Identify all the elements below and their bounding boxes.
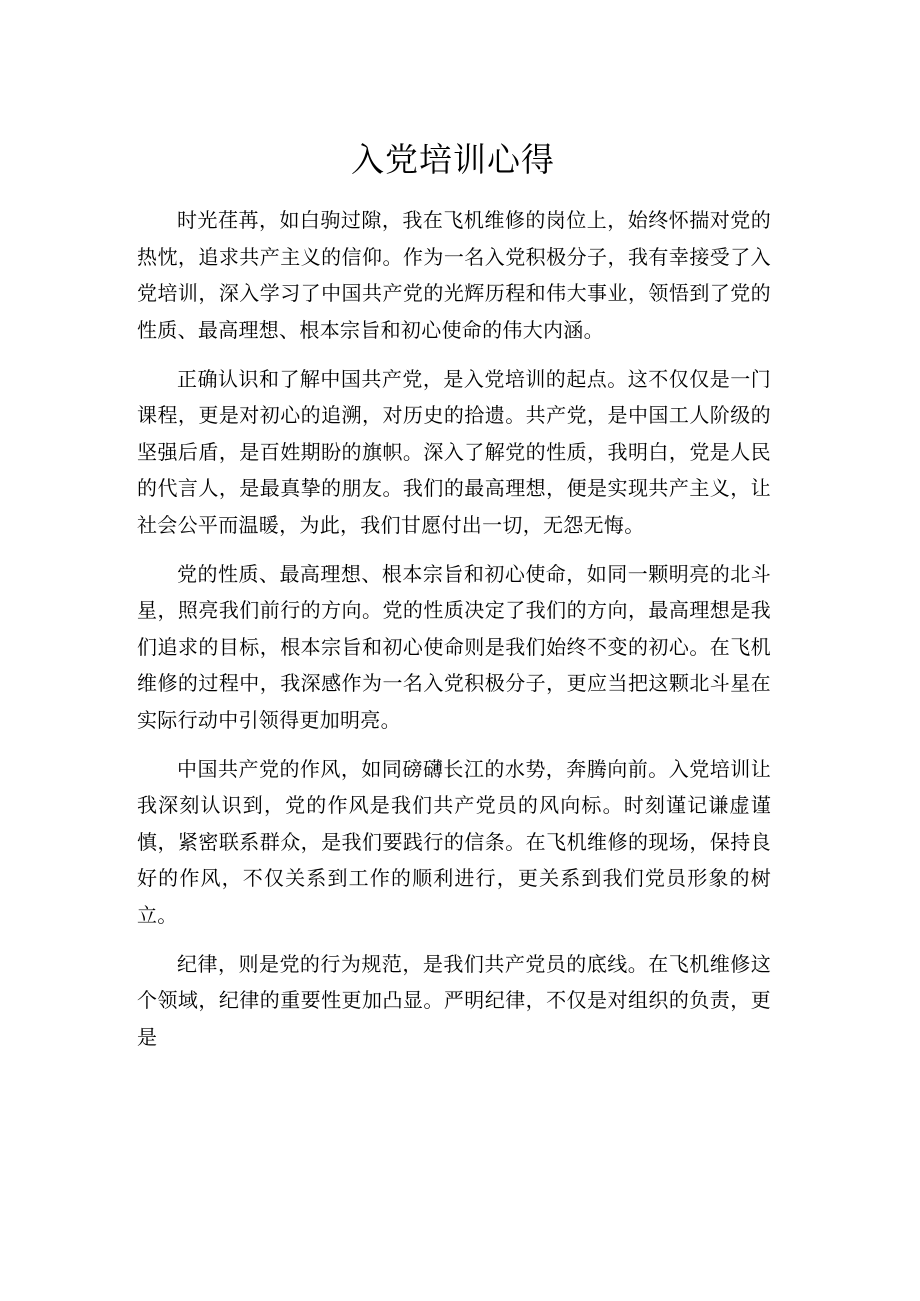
paragraph-2: 正确认识和了解中国共产党，是入党培训的起点。这不仅仅是一门课程，更是对初心的追溯，对历史的拾遗。共产党，是中国工人阶级的坚强后盾，是百姓期盼的旗帜。深入了解党的性质，我明白，党是人民的代言人，是最真挚的朋友。我们的最高理想，便是实现共产主义，让社会公平而温暖，为此，我们甘愿付出一切，无怨无悔。	[137, 366, 771, 537]
paragraph-4: 中国共产党的作风，如同磅礴长江的水势，奔腾向前。入党培训让我深刻认识到，党的作风是我们共产党员的风向标。时刻谨记谦虚谨慎，紧密联系群众，是我们要践行的信条。在飞机维修的现场，保持良好的作风，不仅关系到工作的顺利进行，更关系到我们党员形象的树立。	[137, 756, 771, 927]
paragraph-5: 纪律，则是党的行为规范，是我们共产党员的底线。在飞机维修这个领域，纪律的重要性更加凸显。严明纪律，不仅是对组织的负责，更是	[137, 951, 771, 1049]
paragraph-1: 时光荏苒，如白驹过隙，我在飞机维修的岗位上，始终怀揣对党的热忱，追求共产主义的信仰。作为一名入党积极分子，我有幸接受了入党培训，深入学习了中国共产党的光辉历程和伟大事业，领悟到了党的性质、最高理想、根本宗旨和初心使命的伟大内涵。	[137, 208, 771, 342]
paragraph-3: 党的性质、最高理想、根本宗旨和初心使命，如同一颗明亮的北斗星，照亮我们前行的方向。党的性质决定了我们的方向，最高理想是我们追求的目标，根本宗旨和初心使命则是我们始终不变的初心。在飞机维修的过程中，我深感作为一名入党积极分子，更应当把这颗北斗星在实际行动中引领得更加明亮。	[137, 561, 771, 732]
document-body	[137, 202, 771, 1068]
page-title: 入党培训心得	[351, 140, 555, 179]
